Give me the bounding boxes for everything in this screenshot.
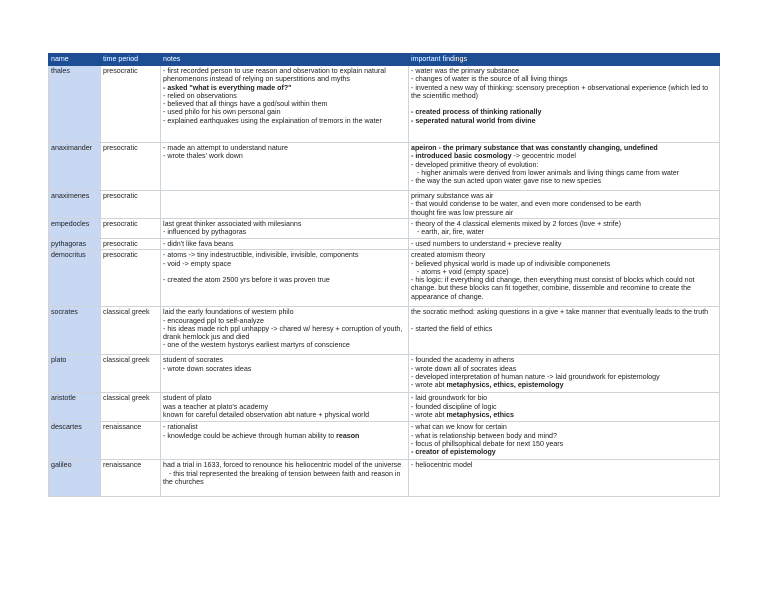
cell-line: - theory of the 4 classical elements mixed by 2 forces (love + strife) bbox=[411, 220, 621, 228]
notes-cell[interactable] bbox=[161, 393, 409, 422]
table-row bbox=[49, 422, 720, 460]
cell-line: - encouraged ppl to self-analyze bbox=[163, 316, 264, 325]
cell-line: - believed physical world is made up of indivisible componenets bbox=[411, 259, 611, 268]
time-period-cell[interactable]: renaissance bbox=[101, 460, 161, 497]
name-cell[interactable]: empedocles bbox=[49, 219, 101, 239]
time-period-cell[interactable]: presocratic bbox=[101, 250, 161, 307]
time-period-cell[interactable]: presocratic bbox=[101, 191, 161, 219]
time-period-cell[interactable]: presocratic bbox=[101, 143, 161, 191]
notes-cell[interactable] bbox=[161, 307, 409, 355]
philosophers-table bbox=[48, 53, 720, 497]
time-period-cell[interactable]: classical greek bbox=[101, 393, 161, 422]
cell-line: - atoms + void (empty space) bbox=[411, 267, 509, 276]
findings-cell[interactable] bbox=[409, 460, 720, 497]
cell-line: - founded discipline of logic bbox=[411, 402, 497, 411]
cell-line: - didn't like fava beans bbox=[163, 240, 234, 248]
cell-line: - wrote thales' work down bbox=[163, 152, 243, 161]
notes-cell[interactable] bbox=[161, 250, 409, 307]
cell-line: - believed that all things have a god/soul within them bbox=[163, 100, 328, 109]
blank-line bbox=[411, 317, 717, 325]
findings-cell[interactable] bbox=[409, 191, 720, 219]
cell-line: - heliocentric model bbox=[411, 461, 473, 470]
time-period-cell[interactable]: classical greek bbox=[101, 307, 161, 355]
blank-line bbox=[411, 100, 717, 108]
table-row bbox=[49, 250, 720, 307]
cell-line: - relied on observations bbox=[163, 91, 237, 100]
cell-line-part: metaphysics, ethics, epistemology bbox=[446, 381, 564, 390]
time-period-cell[interactable]: classical greek bbox=[101, 355, 161, 393]
cell-line: - atoms -> tiny indestructible, indivisible, invisible, components bbox=[163, 251, 359, 260]
cell-line: - his ideas made rich ppl unhappy -> chared w/ heresy + corruption of youth, drank hemlock jus and died bbox=[163, 324, 405, 342]
cell-line: - his logic: if everything did change, then everything must consist of blocks which could not change. but these blocks can fit together, combine, dissemble and recomine to create the appearance of change. bbox=[411, 276, 697, 301]
name-cell[interactable]: thales bbox=[49, 66, 101, 143]
header-row bbox=[49, 54, 720, 66]
table-row bbox=[49, 393, 720, 422]
table-row bbox=[49, 66, 720, 143]
cell-line: - what can we know for certain bbox=[411, 423, 507, 432]
cell-line: - wrote down all of socrates ideas bbox=[411, 364, 517, 373]
findings-cell[interactable] bbox=[409, 422, 720, 460]
header-important-findings[interactable]: important findings bbox=[409, 54, 720, 66]
cell-line: - this trial represented the breaking of tension between faith and reason in the churches bbox=[163, 469, 403, 486]
notes-cell[interactable] bbox=[161, 239, 409, 250]
cell-line: - one of the western hystorys earliest martyrs of conscience bbox=[163, 341, 350, 350]
findings-cell[interactable] bbox=[409, 219, 720, 239]
header-notes[interactable]: notes bbox=[161, 54, 409, 66]
cell-line: - what is relationship between body and mind? bbox=[411, 431, 557, 440]
cell-line: apeiron - the primary substance that was constantly changing, undefined bbox=[411, 144, 658, 152]
name-cell[interactable]: socrates bbox=[49, 307, 101, 355]
time-period-cell[interactable]: presocratic bbox=[101, 66, 161, 143]
header-time-period[interactable]: time period bbox=[101, 54, 161, 66]
cell-line: - seperated natural world from divine bbox=[411, 116, 536, 125]
cell-line: the socratic method: asking questions in a give + take manner that eventually leads to the truth bbox=[411, 308, 709, 317]
cell-line: last great thinker associated with milesianns bbox=[163, 220, 302, 228]
findings-cell[interactable] bbox=[409, 66, 720, 143]
cell-line: - developed interpretation of human nature -> laid groundwork for epistemology bbox=[411, 372, 660, 381]
cell-line: - higher animals were derived from lower animals and living things came from water bbox=[411, 168, 680, 177]
cell-line: - first recorded person to use reason and observation to explain natural phenomenons instead of relying on superstitions and myths bbox=[163, 67, 388, 84]
cell-line: - creator of epistemology bbox=[411, 448, 496, 457]
blank-line bbox=[163, 268, 406, 276]
notes-cell[interactable] bbox=[161, 191, 409, 219]
cell-line: - explained earthquakes using the explaination of tremors in the water bbox=[163, 116, 382, 125]
name-cell[interactable]: democritus bbox=[49, 250, 101, 307]
cell-line: - changes of water is the source of all living things bbox=[411, 75, 568, 84]
cell-line: student of socrates bbox=[163, 356, 223, 365]
cell-line: had a trial in 1633, forced to renounce his heliocentric model of the universe bbox=[163, 461, 402, 470]
cell-line: student of plato bbox=[163, 394, 212, 403]
cell-line: - laid groundwork for bio bbox=[411, 394, 488, 403]
cell-line: - founded the academy in athens bbox=[411, 356, 515, 365]
notes-cell[interactable] bbox=[161, 422, 409, 460]
table-row bbox=[49, 460, 720, 497]
cell-line-part: - introduced basic cosmology bbox=[411, 152, 512, 161]
name-cell[interactable]: anaximander bbox=[49, 143, 101, 191]
table-row bbox=[49, 191, 720, 219]
cell-line: - used numbers to understand + precieve reality bbox=[411, 240, 562, 248]
cell-line: - the way the sun acted upon water gave rise to new species bbox=[411, 177, 602, 186]
notes-cell[interactable] bbox=[161, 66, 409, 143]
table-body bbox=[49, 66, 720, 497]
cell-line-part: - wrote abt bbox=[411, 381, 447, 390]
cell-line: - made an attempt to understand nature bbox=[163, 144, 289, 152]
name-cell[interactable]: plato bbox=[49, 355, 101, 393]
time-period-cell[interactable]: presocratic bbox=[101, 219, 161, 239]
notes-cell[interactable] bbox=[161, 355, 409, 393]
name-cell[interactable]: anaximenes bbox=[49, 191, 101, 219]
notes-cell[interactable] bbox=[161, 143, 409, 191]
cell-line-part: - knowledge could be achieve through human ability to bbox=[163, 431, 337, 440]
cell-line-part: - wrote abt bbox=[411, 410, 447, 419]
cell-line: - that would condense to be water, and even more condensed to be earth bbox=[411, 200, 641, 209]
header-name[interactable]: name bbox=[49, 54, 101, 66]
name-cell[interactable]: aristotle bbox=[49, 393, 101, 422]
cell-line: - started the field of ethics bbox=[411, 324, 493, 333]
cell-line: was a teacher at plato's academy bbox=[163, 402, 269, 411]
cell-line: primary substance was air bbox=[411, 192, 494, 200]
cell-line bbox=[411, 411, 717, 419]
cell-line: laid the early foundations of western philo bbox=[163, 308, 294, 317]
findings-cell[interactable] bbox=[409, 307, 720, 355]
cell-line: thought fire was low pressure air bbox=[411, 208, 514, 217]
cell-line-part: metaphysics, ethics bbox=[446, 410, 514, 419]
cell-line: - water was the primary substance bbox=[411, 67, 520, 75]
time-period-cell[interactable]: presocratic bbox=[101, 239, 161, 250]
table-row bbox=[49, 143, 720, 191]
cell-line: - void -> empty space bbox=[163, 259, 232, 268]
cell-line: - developed primitive theory of evolution: bbox=[411, 160, 539, 169]
cell-line: created atomism theory bbox=[411, 251, 486, 260]
findings-cell[interactable] bbox=[409, 393, 720, 422]
findings-cell[interactable] bbox=[409, 250, 720, 307]
cell-line: known for careful detailed observation abt nature + physical world bbox=[163, 410, 370, 419]
cell-line bbox=[411, 381, 717, 389]
table-row bbox=[49, 239, 720, 250]
findings-cell[interactable] bbox=[409, 143, 720, 191]
table-row bbox=[49, 219, 720, 239]
findings-cell[interactable] bbox=[409, 239, 720, 250]
cell-line: - used philo for his own personal gain bbox=[163, 108, 281, 117]
name-cell[interactable]: descartes bbox=[49, 422, 101, 460]
name-cell[interactable]: pythagoras bbox=[49, 239, 101, 250]
cell-line: - created the atom 2500 yrs before it was proven true bbox=[163, 276, 330, 285]
cell-line-part: -> geocentric model bbox=[511, 152, 576, 161]
cell-line bbox=[163, 432, 406, 440]
table-row bbox=[49, 355, 720, 393]
cell-line: - asked "what is everything made of?" bbox=[163, 83, 292, 92]
cell-line: - rationalist bbox=[163, 423, 198, 432]
name-cell[interactable]: galileo bbox=[49, 460, 101, 497]
notes-cell[interactable] bbox=[161, 460, 409, 497]
cell-line: - wrote down socrates ideas bbox=[163, 364, 252, 373]
cell-line-part: reason bbox=[336, 431, 360, 440]
cell-line: - earth, air, fire, water bbox=[411, 228, 484, 237]
cell-line: - invented a new way of thinking: scensory preception + observational experience (which led to the scientific method) bbox=[411, 83, 711, 100]
cell-line: - created process of thinking rationally bbox=[411, 108, 542, 117]
cell-line bbox=[411, 152, 717, 160]
notes-sheet bbox=[48, 53, 719, 497]
findings-cell[interactable] bbox=[409, 355, 720, 393]
cell-line: - influenced by pythagoras bbox=[163, 228, 247, 237]
table-row bbox=[49, 307, 720, 355]
time-period-cell[interactable]: renaissance bbox=[101, 422, 161, 460]
notes-cell[interactable] bbox=[161, 219, 409, 239]
cell-line: - focus of phillsophical debate for next 150 years bbox=[411, 439, 564, 448]
